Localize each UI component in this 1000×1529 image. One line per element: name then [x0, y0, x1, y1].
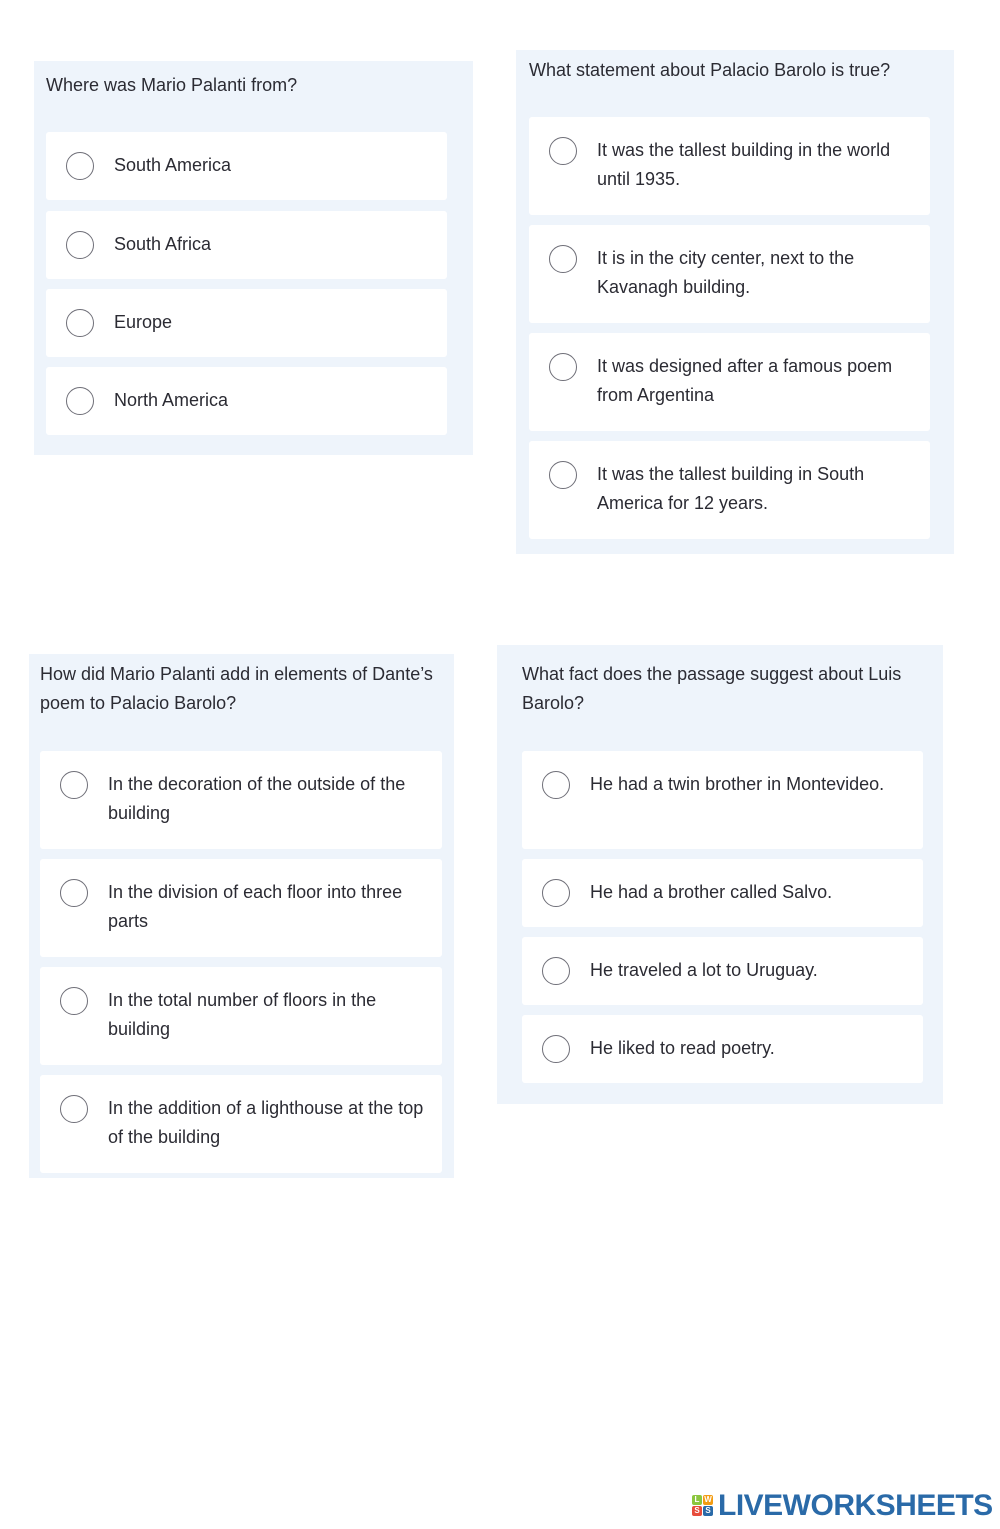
answer-option-label: In the decoration of the outside of the building [108, 774, 406, 823]
question-card-2 [516, 50, 954, 554]
radio-button[interactable] [542, 879, 570, 907]
radio-button[interactable] [60, 1095, 88, 1123]
logo-mark-letter: L [692, 1495, 702, 1505]
answer-option-label: South America [114, 155, 232, 175]
question-text: Where was Mario Palanti from? [46, 75, 298, 95]
radio-button[interactable] [542, 957, 570, 985]
radio-button[interactable] [66, 387, 94, 415]
question-text: How did Mario Palanti add in elements of Dante’s poem to Palacio Barolo? [40, 664, 433, 713]
question-text: What fact does the passage suggest about Luis Barolo? [522, 664, 902, 713]
answer-option-label: In the addition of a lighthouse at the top of the building [108, 1098, 424, 1147]
answer-option-label: It was the tallest building in South America for 12 years. [597, 464, 865, 513]
answer-option-label: He had a brother called Salvo. [590, 882, 833, 902]
logo-mark-letter: S [692, 1506, 702, 1516]
answer-option-label: In the division of each floor into three parts [108, 882, 403, 931]
question-card-1 [34, 61, 473, 455]
answer-option[interactable] [46, 132, 447, 200]
answer-option-label: He had a twin brother in Montevideo. [590, 774, 885, 794]
answer-option[interactable] [529, 441, 930, 539]
radio-button[interactable] [66, 152, 94, 180]
radio-button[interactable] [60, 987, 88, 1015]
answer-option[interactable] [46, 367, 447, 435]
answer-option[interactable] [522, 937, 923, 1005]
question-card-4 [497, 645, 943, 1104]
answer-option[interactable] [40, 967, 442, 1065]
answer-option[interactable] [522, 751, 923, 849]
radio-button[interactable] [549, 353, 577, 381]
question-card-3 [29, 654, 454, 1178]
logo-mark-letter: W [704, 1495, 712, 1504]
radio-button[interactable] [542, 1035, 570, 1063]
answer-option[interactable] [529, 117, 930, 215]
answer-option-label: In the total number of floors in the building [108, 990, 377, 1039]
question-text: What statement about Palacio Barolo is true? [529, 60, 891, 80]
radio-button[interactable] [549, 137, 577, 165]
answer-option[interactable] [46, 211, 447, 279]
radio-button[interactable] [66, 309, 94, 337]
radio-button[interactable] [549, 461, 577, 489]
answer-option[interactable] [40, 1075, 442, 1173]
answer-option-label: It was designed after a famous poem from Argentina [597, 356, 893, 405]
radio-button[interactable] [542, 771, 570, 799]
answer-option[interactable] [40, 859, 442, 957]
radio-button[interactable] [60, 879, 88, 907]
answer-option-label: It is in the city center, next to the Kavanagh building. [597, 248, 855, 297]
answer-option[interactable] [522, 859, 923, 927]
radio-button[interactable] [66, 231, 94, 259]
logo-mark-letter: S [703, 1506, 713, 1516]
answer-option-label: It was the tallest building in the world until 1935. [597, 140, 891, 189]
answer-option[interactable] [40, 751, 442, 849]
radio-button[interactable] [60, 771, 88, 799]
answer-option-label: South Africa [114, 234, 212, 254]
answer-option[interactable] [522, 1015, 923, 1083]
liveworksheets-logo [692, 1489, 993, 1523]
logo-mark-icon [692, 1495, 714, 1517]
answer-option[interactable] [46, 289, 447, 357]
answer-option[interactable] [529, 225, 930, 323]
answer-option-label: Europe [114, 312, 173, 332]
answer-option-label: He traveled a lot to Uruguay. [590, 960, 818, 980]
answer-option[interactable] [529, 333, 930, 431]
logo-text: LIVEWORKSHEETS [718, 1489, 993, 1522]
answer-option-label: He liked to read poetry. [590, 1038, 775, 1058]
answer-option-label: North America [114, 390, 229, 410]
radio-button[interactable] [549, 245, 577, 273]
